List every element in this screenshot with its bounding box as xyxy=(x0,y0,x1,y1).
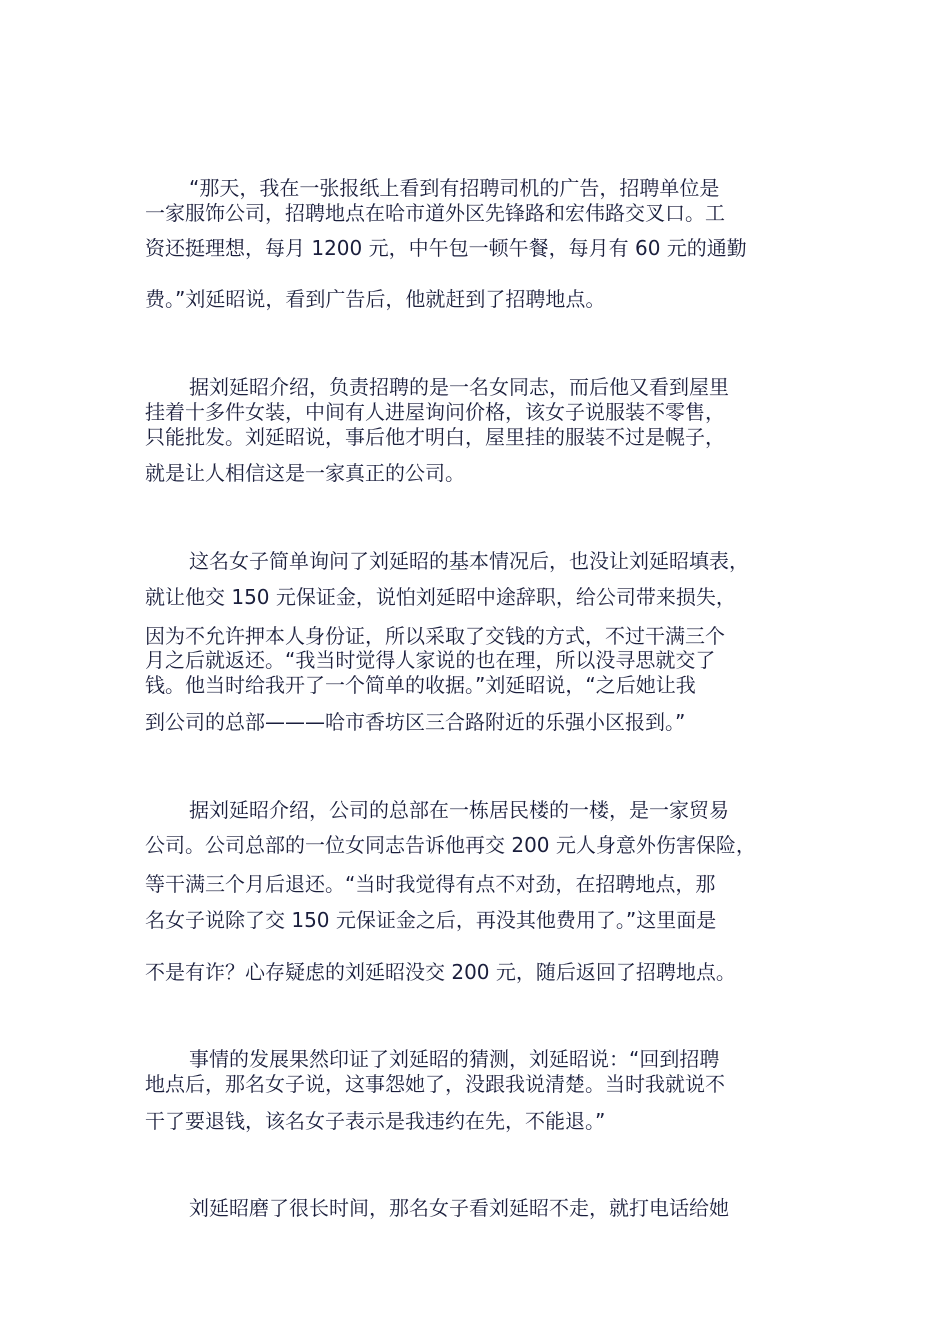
paragraph-1-line-4: 费。”刘延昭说，看到广告后，他就赶到了招聘地点。 xyxy=(145,287,606,311)
paragraph-5-line-3: 干了要退钱，该名女子表示是我违约在先，不能退。” xyxy=(145,1109,606,1133)
paragraph-6-line-1: 刘延昭磨了很长时间，那名女子看刘延昭不走，就打电话给她 xyxy=(189,1196,729,1220)
paragraph-1-line-1: “那天，我在一张报纸上看到有招聘司机的广告，招聘单位是 xyxy=(189,176,720,200)
paragraph-3-line-1: 这名女子简单询问了刘延昭的基本情况后，也没让刘延昭填表， xyxy=(189,549,749,573)
paragraph-5-line-2: 地点后，那名女子说，这事怨她了，没跟我说清楚。当时我就说不 xyxy=(145,1072,725,1096)
paragraph-2-line-2: 挂着十多件女装，中间有人进屋询问价格，该女子说服装不零售， xyxy=(145,400,725,424)
paragraph-1-line-3: 资还挺理想，每月 1200 元，中午包一顿午餐，每月有 60 元的通勤 xyxy=(145,236,747,260)
paragraph-3-line-6: 到公司的总部———哈市香坊区三合路附近的乐强小区报到。” xyxy=(145,710,686,734)
paragraph-2-line-3: 只能批发。刘延昭说，事后他才明白，屋里挂的服装不过是幌子， xyxy=(145,425,725,449)
paragraph-4-line-3: 等干满三个月后退还。“当时我觉得有点不对劲，在招聘地点，那 xyxy=(145,872,716,896)
paragraph-2-line-1: 据刘延昭介绍，负责招聘的是一名女同志，而后他又看到屋里 xyxy=(189,375,729,399)
paragraph-3-line-5: 钱。他当时给我开了一个简单的收据。”刘延昭说，“之后她让我 xyxy=(145,673,696,697)
paragraph-1-line-2: 一家服饰公司，招聘地点在哈市道外区先锋路和宏伟路交叉口。工 xyxy=(145,201,725,225)
paragraph-4-line-5: 不是有诈？心存疑虑的刘延昭没交 200 元，随后返回了招聘地点。 xyxy=(145,960,736,984)
paragraph-3-line-2: 就让他交 150 元保证金，说怕刘延昭中途辞职，给公司带来损失， xyxy=(145,585,736,609)
paragraph-4-line-1: 据刘延昭介绍，公司的总部在一栋居民楼的一楼，是一家贸易 xyxy=(189,798,729,822)
paragraph-2-line-4: 就是让人相信这是一家真正的公司。 xyxy=(145,461,465,485)
paragraph-5-line-1: 事情的发展果然印证了刘延昭的猜测，刘延昭说：“回到招聘 xyxy=(189,1047,720,1071)
paragraph-4-line-4: 名女子说除了交 150 元保证金之后，再没其他费用了。”这里面是 xyxy=(145,908,717,932)
paragraph-4-line-2: 公司。公司总部的一位女同志告诉他再交 200 元人身意外伤害保险， xyxy=(145,833,756,857)
paragraph-3-line-4: 月之后就返还。“我当时觉得人家说的也在理，所以没寻思就交了 xyxy=(145,648,716,672)
paragraph-3-line-3: 因为不允许押本人身份证，所以采取了交钱的方式，不过干满三个 xyxy=(145,624,725,648)
